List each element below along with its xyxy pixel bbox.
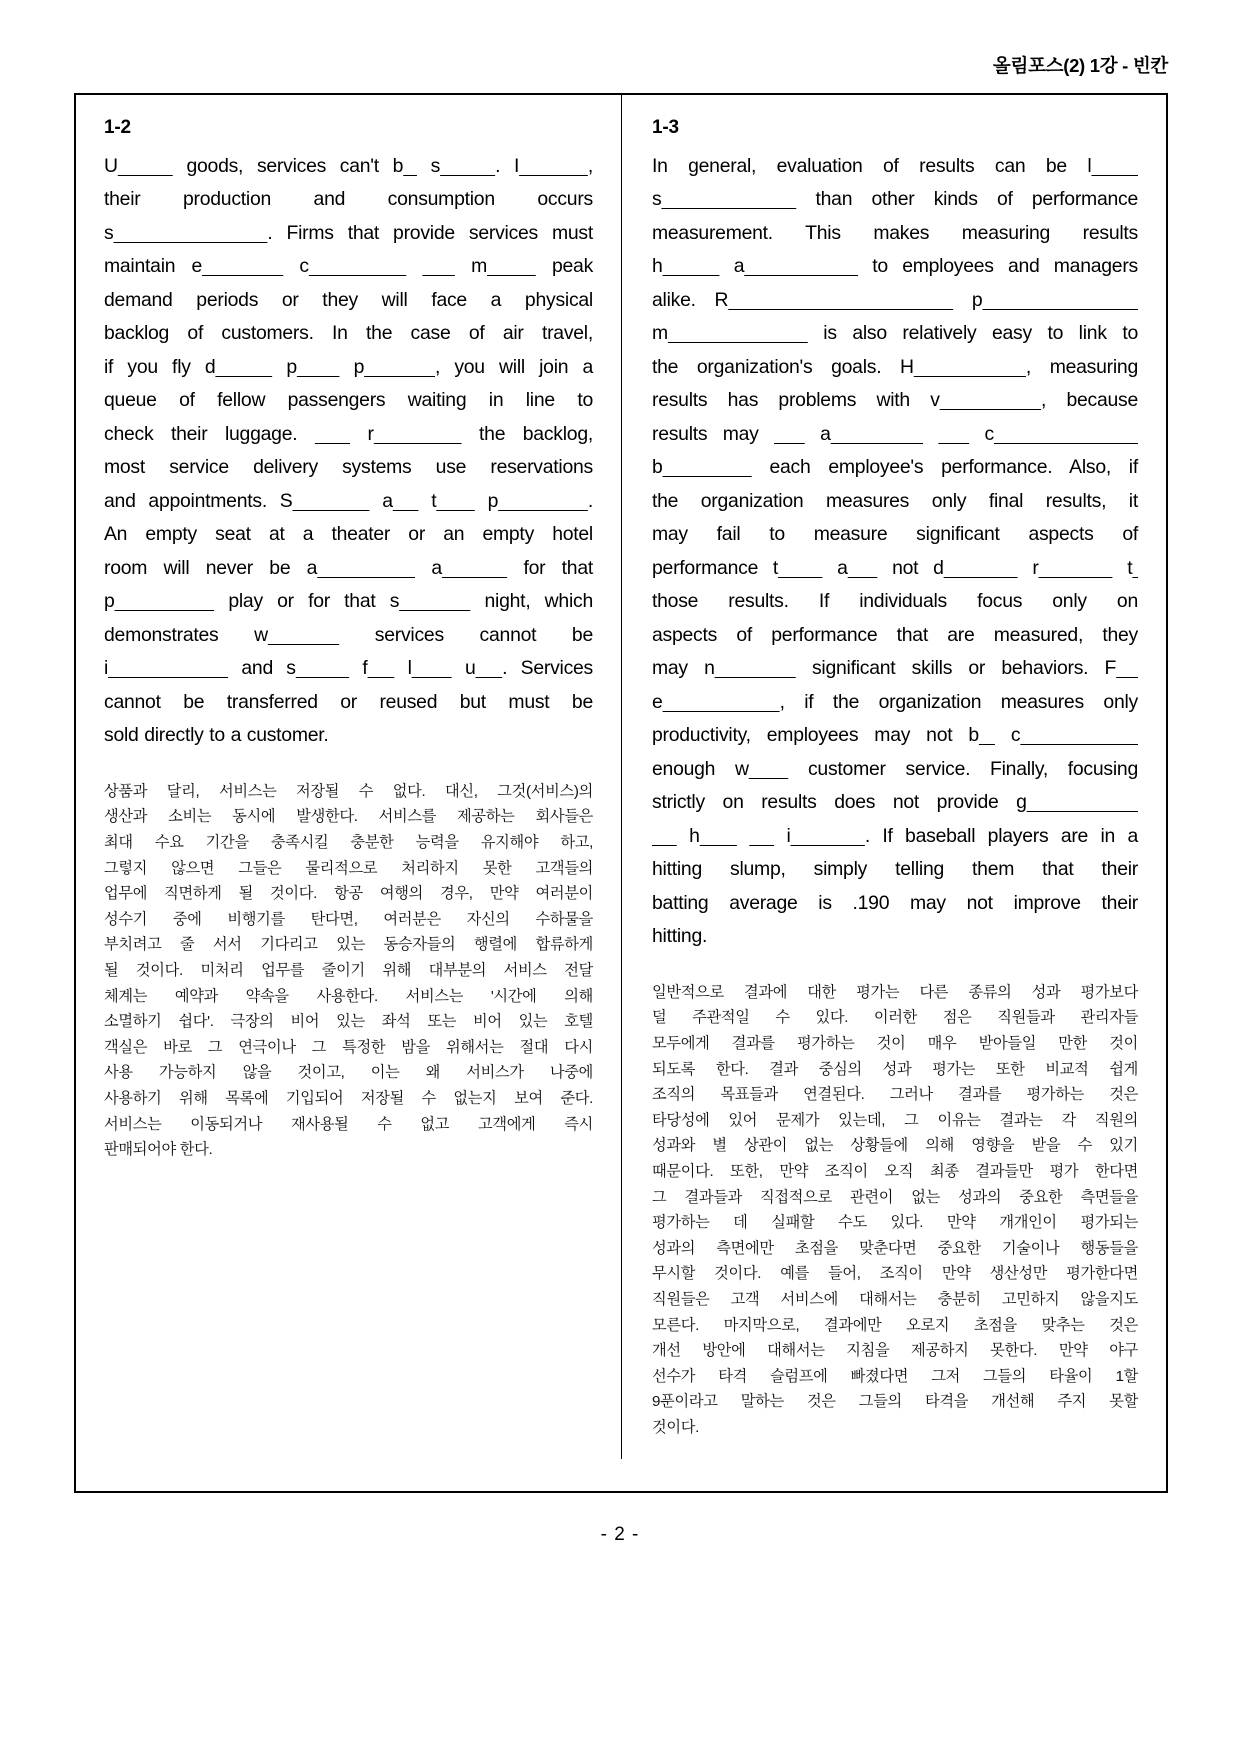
translation-line: 모른다. 마지막으로, 결과에만 오로지 초점을 맞추는 것은 <box>652 1316 1138 1334</box>
answer-blank <box>115 590 215 612</box>
passage-line: cannot be transferred or reused but must be <box>104 690 593 713</box>
passage-line: check their luggage. r the backlog, <box>104 422 593 445</box>
answer-blank <box>1027 791 1138 813</box>
left-passage <box>104 150 593 753</box>
translation-line: 타당성에 있어 문제가 있는데, 그 이유는 결과는 각 직원의 <box>652 1111 1138 1129</box>
answer-blank <box>914 356 1026 378</box>
passage-line: and appointments. S a t p . <box>104 489 594 512</box>
page-header-title: 올림포스(2) 1강 - 빈칸 <box>992 55 1168 76</box>
passage-line: aspects of performance that are measured, they <box>652 623 1138 646</box>
content-frame <box>74 93 1168 1493</box>
answer-blank <box>663 255 720 277</box>
translation-line: 성과와 별 상관이 없는 상황들에 의해 영향을 받을 수 있기 <box>652 1137 1138 1155</box>
answer-blank <box>744 255 858 277</box>
two-column-layout <box>76 95 1166 1491</box>
passage-line: room will never be a a for that <box>104 556 593 579</box>
passage-line: An empty seat at a theater or an empty hotel <box>104 523 593 546</box>
answer-blank <box>982 289 1138 311</box>
passage-line: productivity, employees may not b c <box>652 719 1138 753</box>
answer-blank <box>422 255 454 277</box>
answer-blank <box>668 322 808 344</box>
passage-line: performance t a not d r t <box>652 552 1138 586</box>
answer-blank <box>403 155 417 177</box>
translation-line: 것이다. <box>652 1418 700 1436</box>
right-column <box>621 95 1166 1491</box>
translation-line: 될 것이다. 미처리 업무를 줄이기 위해 대부분의 서비스 전달 <box>104 961 593 979</box>
answer-blank <box>1091 155 1138 177</box>
answer-blank <box>652 825 677 847</box>
answer-blank <box>476 657 503 679</box>
answer-blank <box>749 825 774 847</box>
translation-line: 선수가 타격 슬럼프에 빠졌다면 그저 그들의 타율이 1할 <box>652 1367 1138 1385</box>
translation-line: 상품과 달리, 서비스는 저장될 수 없다. 대신, 그것(서비스)의 <box>104 782 593 800</box>
right-translation <box>652 980 1138 1441</box>
passage-line: strictly on results does not provide g <box>652 786 1138 820</box>
answer-blank <box>715 657 796 679</box>
answer-blank <box>292 490 369 512</box>
answer-blank <box>440 155 495 177</box>
translation-line: 되도록 한다. 결과 중심의 성과 평가는 또한 비교적 쉽게 <box>652 1060 1138 1078</box>
translation-line: 부치려고 줄 서서 기다리고 있는 동승자들의 행렬에 합류하게 <box>104 936 593 954</box>
passage-line: e , if the organization measures only <box>652 690 1138 713</box>
passage-line: measurement. This makes measuring results <box>652 221 1138 244</box>
passage-line: the organization's goals. H , measuring <box>652 355 1138 378</box>
left-translation <box>104 779 593 1163</box>
answer-blank <box>393 490 419 512</box>
passage-line: sold directly to a customer. <box>104 724 329 747</box>
passage-line: may n significant skills or behaviors. F <box>652 652 1138 686</box>
translation-line: 직원들은 고객 서비스에 대해서는 충분히 고민하지 않을지도 <box>652 1290 1138 1308</box>
passage-line: those results. If individuals focus only on <box>652 590 1138 613</box>
passage-line: i and s f l u . Services <box>104 657 593 680</box>
answer-blank <box>938 423 969 445</box>
translation-line: 생산과 소비는 동시에 발생한다. 서비스를 제공하는 회사들은 <box>104 808 593 826</box>
passage-line: h i . If baseball players are in a <box>652 820 1138 854</box>
translation-line: 무시할 것이다. 예를 들어, 조직이 만약 생산성만 평가한다면 <box>652 1265 1138 1283</box>
passage-line: alike. R p <box>652 284 1138 318</box>
answer-blank <box>215 356 272 378</box>
answer-blank <box>749 758 789 780</box>
answer-blank <box>113 222 267 244</box>
passage-line: most service delivery systems use reservations <box>104 456 593 479</box>
answer-blank <box>944 557 1018 579</box>
translation-line: 판매되어야 한다. <box>104 1141 213 1159</box>
translation-line: 개선 방안에 대해서는 지침을 제공하지 못한다. 만약 야구 <box>652 1342 1138 1360</box>
translation-line: 업무에 직면하게 될 것이다. 항공 여행의 경우, 만약 여러분이 <box>104 885 593 903</box>
passage-line: the organization measures only final results, it <box>652 489 1138 512</box>
passage-line: maintain e c m peak <box>104 255 594 278</box>
right-passage <box>652 150 1138 954</box>
passage-line: In general, evaluation of results can be l <box>652 150 1138 184</box>
page-number: - 2 - <box>600 1524 640 1545</box>
passage-line: s . Firms that provide services must <box>104 221 594 244</box>
answer-blank <box>202 255 283 277</box>
answer-blank <box>778 557 822 579</box>
answer-blank <box>994 423 1138 445</box>
answer-blank <box>399 590 470 612</box>
answer-blank <box>317 557 415 579</box>
passage-line: their production and consumption occurs <box>104 188 593 211</box>
answer-blank <box>374 423 462 445</box>
answer-blank <box>1020 724 1138 746</box>
answer-blank <box>487 255 536 277</box>
translation-line: 사용하기 위해 목록에 기입되어 저장될 수 없는지 보여 준다. <box>104 1089 593 1107</box>
passage-line: p play or for that s night, which <box>104 590 593 613</box>
translation-line: 조직의 목표들과 연결된다. 그러나 결과를 평가하는 것은 <box>652 1086 1138 1104</box>
translation-line: 사용 가능하지 않을 것이고, 이는 왜 서비스가 나중에 <box>104 1064 593 1082</box>
passage-line: enough w customer service. Finally, focusing <box>652 757 1138 780</box>
translation-line: 그렇지 않으면 그들은 물리적으로 처리하지 못한 고객들의 <box>104 859 593 877</box>
answer-blank <box>309 255 406 277</box>
passage-line: queue of fellow passengers waiting in line to <box>104 389 593 412</box>
left-item-number: 1-2 <box>104 117 131 138</box>
translation-line: 일반적으로 결과에 대한 평가는 다른 종류의 성과 평가보다 <box>652 983 1138 1001</box>
translation-line: 성수기 중에 비행기를 탄다면, 여러분은 자신의 수하물을 <box>104 910 593 928</box>
translation-line: 때문이다. 또한, 만약 조직이 오직 최종 결과들만 평가 한다면 <box>652 1162 1138 1180</box>
translation-line: 객실은 바로 그 연극이나 그 특정한 밤을 위해서는 절대 다시 <box>104 1038 593 1056</box>
answer-blank <box>118 155 173 177</box>
passage-line: s than other kinds of performance <box>652 188 1139 211</box>
answer-blank <box>848 557 878 579</box>
answer-blank <box>519 155 588 177</box>
answer-blank <box>1039 557 1113 579</box>
answer-blank <box>498 490 588 512</box>
answer-blank <box>979 724 995 746</box>
passage-line: b each employee's performance. Also, if <box>652 456 1139 479</box>
answer-blank <box>1116 657 1138 679</box>
answer-blank <box>791 825 865 847</box>
passage-line: backlog of customers. In the case of air travel, <box>104 322 593 345</box>
passage-line: h a to employees and managers <box>652 255 1138 278</box>
answer-blank <box>940 389 1041 411</box>
translation-line: 모두에게 결과를 평가하는 것이 매우 받아들일 만한 것이 <box>652 1034 1138 1052</box>
left-column <box>76 95 621 1491</box>
answer-blank <box>315 423 350 445</box>
right-item-number: 1-3 <box>652 117 679 138</box>
passage-line: results has problems with v , because <box>652 389 1139 412</box>
passage-line: if you fly d p p , you will join a <box>104 355 594 378</box>
answer-blank <box>436 490 474 512</box>
translation-line: 서비스는 이동되거나 재사용될 수 없고 고객에게 즉시 <box>104 1115 593 1133</box>
answer-blank <box>368 657 395 679</box>
answer-blank <box>663 456 752 478</box>
answer-blank <box>442 557 507 579</box>
answer-blank <box>364 356 435 378</box>
passage-line: demand periods or they will face a physical <box>104 288 593 311</box>
translation-line: 최대 수요 기간을 충족시킬 충분한 능력을 유지해야 하고, <box>104 833 593 851</box>
translation-line: 성과의 측면에만 초점을 맞춘다면 중요한 기술이나 행동들을 <box>652 1239 1138 1257</box>
passage-line: may fail to measure significant aspects of <box>652 523 1138 546</box>
answer-blank <box>1132 557 1138 579</box>
passage-line: hitting slump, simply telling them that their <box>652 858 1138 881</box>
answer-blank <box>297 356 340 378</box>
translation-line: 덜 주관적일 수 있다. 이러한 점은 직원들과 관리자들 <box>652 1009 1138 1027</box>
passage-line: m is also relatively easy to link to <box>652 322 1138 345</box>
answer-blank <box>831 423 923 445</box>
answer-blank <box>774 423 805 445</box>
translation-line: 소멸하기 쉽다'. 극장의 비어 있는 좌석 또는 비어 있는 호텔 <box>104 1013 593 1031</box>
passage-line: batting average is .190 may not improve their <box>652 891 1138 914</box>
passage-line: results may a c <box>652 418 1138 452</box>
answer-blank <box>412 657 452 679</box>
answer-blank <box>700 825 737 847</box>
translation-line: 그 결과들과 직접적으로 관련이 없는 성과의 중요한 측면들을 <box>652 1188 1138 1206</box>
answer-blank <box>728 289 953 311</box>
passage-line: hitting. <box>652 925 708 948</box>
passage-line: U goods, services can't b s . I , <box>104 154 593 177</box>
translation-line: 체계는 예약과 약속을 사용한다. 서비스는 '시간에 의해 <box>104 987 593 1005</box>
passage-line: demonstrates w services cannot be <box>104 623 593 646</box>
answer-blank <box>108 657 228 679</box>
answer-blank <box>268 624 339 646</box>
translation-line: 9푼이라고 말하는 것은 그들의 타격을 개선해 주지 못할 <box>652 1393 1138 1411</box>
answer-blank <box>661 188 796 210</box>
answer-blank <box>296 657 349 679</box>
answer-blank <box>663 691 780 713</box>
translation-line: 평가하는 데 실패할 수도 있다. 만약 개개인이 평가되는 <box>652 1214 1138 1232</box>
